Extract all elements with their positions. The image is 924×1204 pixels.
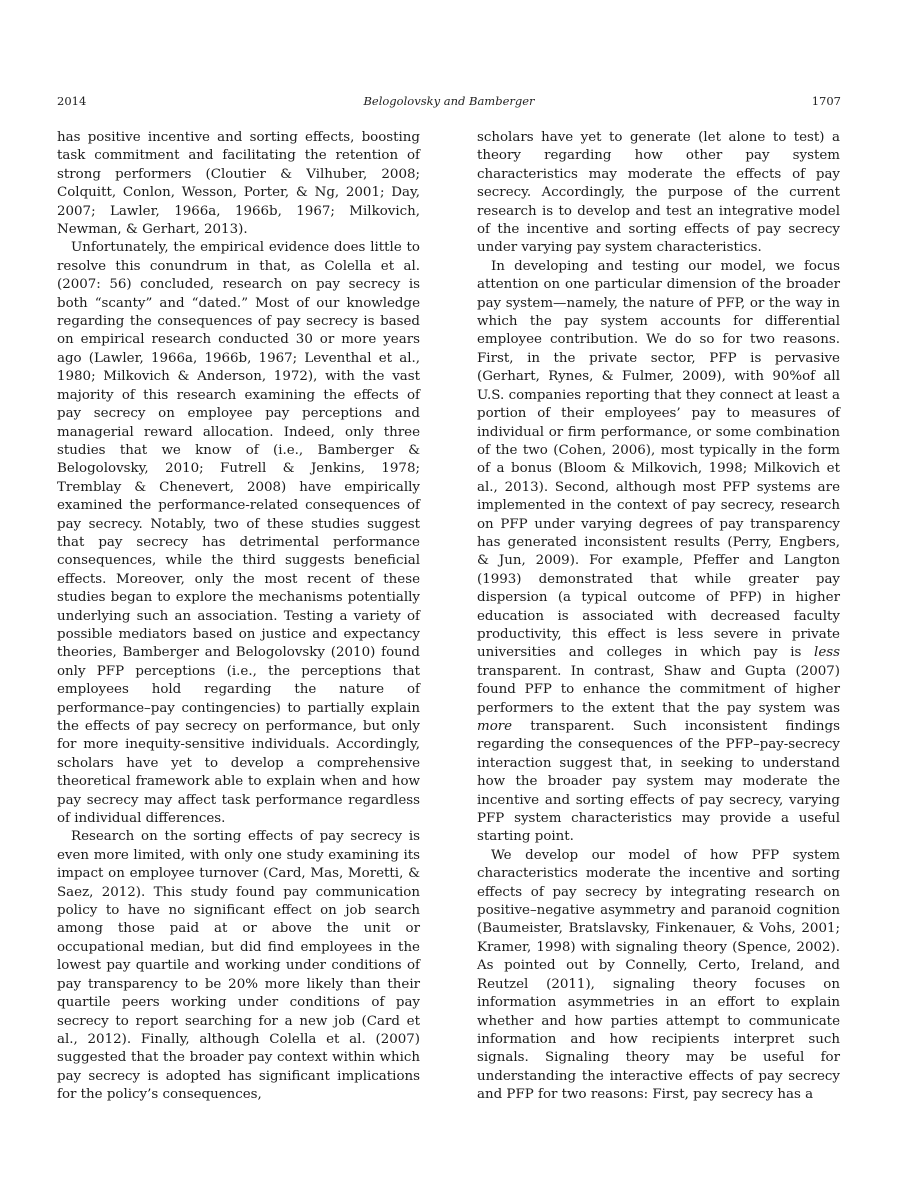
running-header xyxy=(57,94,841,112)
paragraph: scholars have yet to generate (let alone to test) a theory regarding how other pay system characteristics may moderate the effects of pay secrecy. Accordingly, the purpose of the current research is to develop and test an integrative model of the incentive and sorting effects of pay secrecy under varying pay system characteristics. xyxy=(477,130,840,256)
left-column xyxy=(57,129,420,1105)
paragraph-text: transparent. Such inconsistent findings regarding the consequences of the PFP–pay-secrecy interaction suggest that, in seeking to understand how the broader pay system may moderate the incentive and sorting effects of pay secrecy, varying PFP system characteristics may provide a useful starting point. xyxy=(477,719,840,845)
paragraph: We develop our model of how PFP system characteristics moderate the incentive and sorting effects of pay secrecy by integrating research on positive–negative asymmetry and paranoid cognition (Baumeister, Bratslavsky, Finkenauer, & Vohs, 2001; Kramer, 1998) with signaling theory (Spence, 2002). As pointed out by Connelly, Certo, Ireland, and Reutzel (2011), signaling theory focuses on information asymmetries in an effort to explain whether and how parties attempt to communicate information and how recipients interpret such signals. Signaling theory may be useful for understanding the interactive effects of pay secrecy and PFP for two reasons: First, pay secrecy has a xyxy=(477,847,840,1103)
right-column xyxy=(477,129,840,1105)
header-year: 2014 xyxy=(57,94,87,108)
paragraph-text: In developing and testing our model, we focus attention on one particular dimension of the broader pay system—namely, the nature of PFP, or the way in which the pay system accounts for differential employee contribution. We do so for two reasons. First, in the private sector, PFP is pervasive (Gerhart, Rynes, & Fulmer, 2009), with 90%of all U.S. companies reporting that they connect at least a portion of their employees’ pay to measures of individual or firm performance, or some combination of the two (Cohen, 2006), most typically in the form of a bonus (Bloom & Milkovich, 1998; Milkovich et al., 2013). Second, although most PFP systems are implemented in the context of pay secrecy, research on PFP under varying degrees of pay transparency has generated inconsistent results (Perry, Engbers, & Jun, 2009). For example, Pfeffer and Langton (1993) demonstrated that while greater pay dispersion (a typical outcome of PFP) in higher education is associated with decreased faculty productivity, this effect is less severe in private universities and colleges in which pay is xyxy=(477,258,840,661)
emphasis-more: more xyxy=(477,719,513,734)
header-page-number: 1707 xyxy=(811,94,841,108)
paragraph: Unfortunately, the empirical evidence does little to resolve this conundrum in that, as Colella et al. (2007: 56) concluded, research on pay secrecy is both “scanty” and “dated.” Most of our knowledge regarding the consequences of pay secrecy is based on empirical research conducted 30 or more years ago (Lawler, 1966a, 1966b, 1967; Leventhal et al., 1980; Milkovich & Anderson, 1972), with the vast majority of this research examining the effects of pay secrecy on employee pay perceptions and managerial reward allocation. Indeed, only three studies that we know of (i.e., Bamberger & Belogolovsky, 2010; Futrell & Jenkins, 1978; Tremblay & Chenevert, 2008) have empirically examined the performance-related consequences of pay secrecy. Notably, two of these studies suggest that pay secrecy has detrimental performance consequences, while the third suggests beneficial effects. Moreover, only the most recent of these studies began to explore the mechanisms potentially underlying such an association. Testing a variety of possible mediators based on justice and expectancy theories, Bamberger and Belogolovsky (2010) found only PFP perceptions (i.e., the perceptions that employees hold regarding the nature of performance–pay contingencies) to partially explain the effects of pay secrecy on performance, but only for more inequity-sensitive individuals. Accordingly, scholars have yet to develop a comprehensive theoretical framework able to explain when and how pay secrecy may affect task performance regardless of individual differences. xyxy=(57,240,420,827)
paragraph: has positive incentive and sorting effects, boosting task commitment and facilitating the retention of strong performers (Cloutier & Vilhuber, 2008; Colquitt, Conlon, Wesson, Porter, & Ng, 2001; Day, 2007; Lawler, 1966a, 1966b, 1967; Milkovich, Newman, & Gerhart, 2013). xyxy=(57,130,420,238)
paragraph xyxy=(477,258,840,847)
paragraph-text: transparent. In contrast, Shaw and Gupta (2007) found PFP to enhance the commitment of higher performers to the extent that the pay system was xyxy=(477,663,840,716)
emphasis-less: less xyxy=(814,645,840,661)
header-authors: Belogolovsky and Bamberger xyxy=(363,94,535,108)
paragraph: Research on the sorting effects of pay secrecy is even more limited, with only one study examining its impact on employee turnover (Card, Mas, Moretti, & Saez, 2012). This study found pay communication policy to have no significant effect on job search among those paid at or above the unit or occupational median, but did find employees in the lowest pay quartile and working under conditions of pay transparency to be 20% more likely than their quartile peers working under conditions of pay secrecy to report searching for a new job (Card et al., 2012). Finally, although Colella et al. (2007) suggested that the broader pay context within which pay secrecy is adopted has significant implications for the policy’s consequences, xyxy=(57,829,420,1103)
